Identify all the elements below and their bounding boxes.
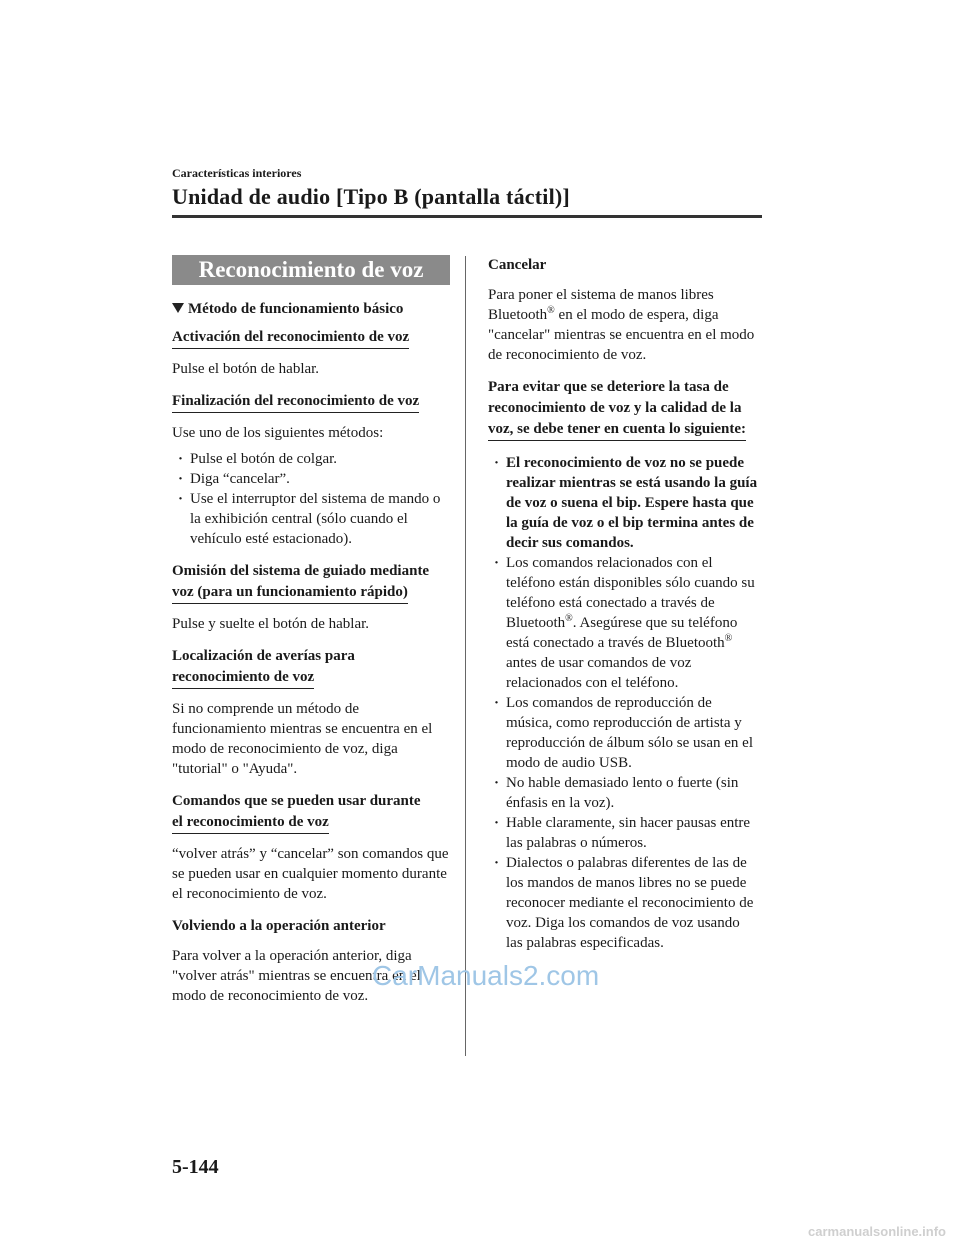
triangle-down-icon (172, 303, 184, 313)
right-column (488, 255, 760, 965)
column-divider (465, 256, 466, 1056)
paragraph-activation: Pulse el botón de hablar. (172, 361, 320, 377)
subheading-activation: Activación del reconocimiento de voz (172, 327, 409, 349)
list-item: · Use el interruptor del sistema de mando o la exhibición central (sólo cuando el vehículo esté estacionado). (172, 489, 450, 549)
subheading-omission-2: voz (para un funcionamiento rápido) (172, 582, 408, 604)
paragraph-omission: Pulse y suelte el botón de hablar. (172, 616, 370, 632)
subheading-troubleshoot-1: Localización de averías para (172, 648, 355, 664)
subheading-commands-1: Comandos que se pueden usar durante (172, 793, 421, 809)
heading-cancel: Cancelar (488, 257, 547, 273)
list-item: · El reconocimiento de voz no se puede realizar mientras se está usando la guía de voz o suena el bip. Espere hasta que la guía de voz o el bip termina antes de decir sus comandos. (488, 453, 760, 553)
paragraph-troubleshoot: Si no comprende un método de funcionamiento mientras se encuentra en el modo de reconocimiento de voz, diga "tutorial" o "Ayuda". (172, 701, 433, 777)
paragraph-finalization: Use uno de los siguientes métodos: (172, 425, 384, 441)
subheading-commands-2: el reconocimiento de voz (172, 812, 329, 834)
list-item: · No hable demasiado lento o fuerte (sin énfasis en la voz). (488, 773, 760, 813)
section-banner: Reconocimiento de voz (172, 255, 450, 285)
heading-go-back: Volviendo a la operación anterior (172, 918, 386, 934)
page-title: Unidad de audio [Tipo B (pantalla táctil)] (172, 184, 570, 209)
method-heading (172, 299, 450, 319)
finalization-list (172, 449, 450, 549)
list-item: · Hable claramente, sin hacer pausas entre las palabras o números. (488, 813, 760, 853)
paragraph-commands: “volver atrás” y “cancelar” son comandos que se pueden usar en cualquier momento durante el reconocimiento de voz. (172, 846, 449, 902)
subheading-omission-1: Omisión del sistema de guiado mediante (172, 563, 430, 579)
page-number: 5-144 (172, 1156, 219, 1178)
recommendations-list (488, 453, 760, 953)
list-item: · Los comandos relacionados con el teléfono están disponibles sólo cuando su teléfono está conectado a través de Bluetooth®. Asegúrese que su teléfono está conectado a través de Bluetooth® antes de usar comandos de voz relacionados con el teléfono. (488, 553, 760, 693)
subheading-avoid-1: Para evitar que se deteriore la tasa de (488, 379, 729, 395)
list-item: · Diga “cancelar”. (172, 469, 450, 489)
footer-site: carmanualsonline.info (808, 1224, 946, 1239)
list-item: · Dialectos o palabras diferentes de las de los mandos de manos libres no se puede reconocer mediante el reconocimiento de voz. Diga los comandos de voz usando las palabras especificadas. (488, 853, 760, 953)
list-item: · Pulse el botón de colgar. (172, 449, 450, 469)
list-item: · Los comandos de reproducción de música, como reproducción de artista y reproducción de álbum sólo se usan en el modo de audio USB. (488, 693, 760, 773)
subheading-avoid-2: reconocimiento de voz y la calidad de la (488, 400, 742, 416)
chapter-label: Características interiores (172, 166, 302, 180)
subheading-avoid-3: voz, se debe tener en cuenta lo siguiente: (488, 419, 746, 441)
subheading-finalization: Finalización del reconocimiento de voz (172, 391, 419, 413)
left-column (172, 255, 450, 1018)
header-rule (172, 215, 762, 218)
paragraph-cancel: Para poner el sistema de manos libres Bluetooth® en el modo de espera, diga "cancelar" mientras se encuentra en el modo de reconocimiento de voz. (488, 287, 755, 363)
method-heading-text: Método de funcionamiento básico (188, 301, 404, 317)
paragraph-go-back: Para volver a la operación anterior, diga "volver atrás" mientras se encuentra en el modo de reconocimiento de voz. (172, 948, 421, 1004)
watermark-logo: CarManuals2.com (372, 960, 600, 991)
subheading-troubleshoot-2: reconocimiento de voz (172, 667, 314, 689)
